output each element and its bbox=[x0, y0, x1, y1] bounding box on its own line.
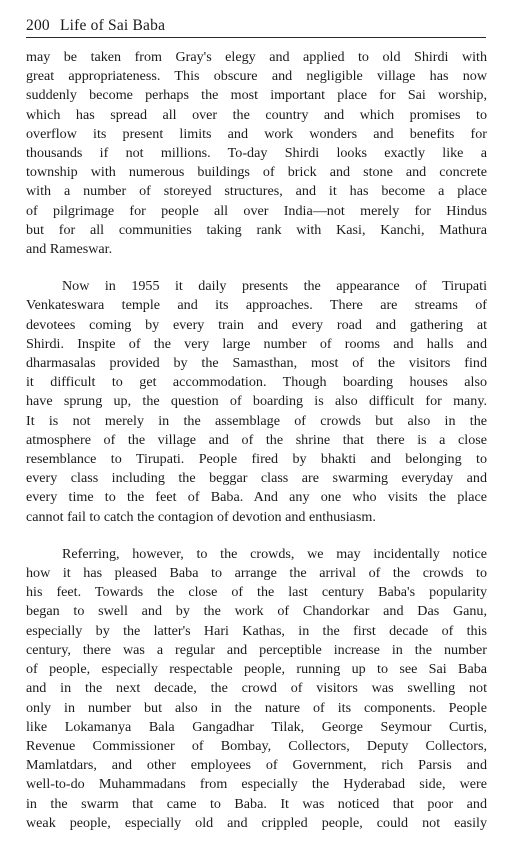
running-title: Life of Sai Baba bbox=[59, 17, 166, 34]
text-line: township with numerous buildings of brick and stone and concrete bbox=[26, 164, 487, 181]
text-line: resemblance to Tirupati. People fired by bhakti and belonging to bbox=[26, 451, 487, 468]
text-line: of people, especially respectable people, running up to see Sai Baba bbox=[26, 661, 487, 678]
text-line: with a number of storeyed structures, and it has become a place bbox=[26, 183, 487, 200]
text-line: well-to-do Muhammadans from especially the Hyderabad side, were bbox=[26, 776, 487, 793]
text-line: Referring, however, to the crowds, we may incidentally notice bbox=[62, 545, 487, 562]
text-line: have sprung up, the question of boarding is also difficult for many. bbox=[26, 393, 487, 410]
text-line: especially by the latter's Hari Kathas, in the first decade of this bbox=[26, 622, 487, 639]
text-line: every class including the beggar class are swarming everyday and bbox=[26, 470, 487, 487]
text-line: which has spread all over the country and which promises to bbox=[26, 106, 487, 123]
text-line: atmosphere of the village and of the shrine that there is a close bbox=[26, 431, 487, 448]
text-line: in the swarm that came to Baba. It was noticed that poor and bbox=[26, 795, 487, 812]
text-line: how it has pleased Baba to arrange the arrival of the crowds to bbox=[26, 565, 487, 582]
text-line: great appropriateness. This obscure and negligible village has now bbox=[26, 68, 487, 85]
header-rule bbox=[26, 37, 486, 38]
text-line: Revenue Commissioner of Bombay, Collectors, Deputy Collectors, bbox=[26, 737, 487, 754]
text-line: like Lokamanya Bala Gangadhar Tilak, George Seymour Curtis, bbox=[26, 718, 487, 735]
text-line: may be taken from Gray's elegy and applied to old Shirdi with bbox=[26, 49, 487, 65]
text-line: Shirdi. Inspite of the very large number of rooms and halls and bbox=[26, 335, 487, 352]
text-line: It is not merely in the assemblage of crowds but also in the bbox=[26, 412, 487, 429]
text-line: devotees coming by every train and every road and gathering at bbox=[26, 316, 487, 333]
text-line: Venkateswara temple and its approaches. There are streams of bbox=[26, 297, 487, 314]
text-line: only in number but also in the nature of its components. People bbox=[26, 699, 487, 716]
text-line: thousands if not millions. To-day Shirdi looks exactly like a bbox=[26, 145, 487, 162]
text-line: dharmasalas provided by the Samasthan, most of the visitors find bbox=[26, 355, 487, 372]
text-line: and in the next decade, the crowd of visitors was swelling not bbox=[26, 680, 487, 697]
text-line: and Rameswar. bbox=[26, 241, 113, 258]
paragraph-1 bbox=[26, 48, 487, 259]
paragraph-2 bbox=[26, 277, 487, 527]
text-line: Mamlatdars, and other employees of Government, rich Parsis and bbox=[26, 757, 487, 774]
text-line: every time to the feet of Baba. And any one who visits the place bbox=[26, 489, 487, 506]
text-line: began to swell and by the work of Chandorkar and Das Ganu, bbox=[26, 603, 487, 620]
text-line: of pilgrimage for people all over India—not merely for Hindus bbox=[26, 202, 487, 219]
text-line: weak people, especially old and crippled people, could not easily bbox=[26, 814, 487, 831]
text-line: Now in 1955 it daily presents the appearance of Tirupati bbox=[62, 278, 487, 295]
text-line: suddenly become perhaps the most important place for Sai worship, bbox=[26, 87, 487, 104]
text-line: century, there was a regular and perceptible increase in the number bbox=[26, 641, 487, 658]
body-text bbox=[26, 48, 487, 851]
running-head bbox=[26, 17, 165, 35]
text-line: it difficult to get accommodation. Though boarding houses also bbox=[26, 374, 487, 391]
text-line: overflow its present limits and work wonders and benefits for bbox=[26, 125, 487, 142]
text-line: cannot fail to catch the contagion of devotion and enthusiasm. bbox=[26, 508, 376, 525]
paragraph-3 bbox=[26, 545, 487, 833]
text-line: but for all communities taking rank with Kasi, Kanchi, Mathura bbox=[26, 221, 487, 238]
page-number: 200 bbox=[26, 17, 50, 34]
text-line: his feet. Towards the close of the last century Baba's popularity bbox=[26, 584, 487, 601]
